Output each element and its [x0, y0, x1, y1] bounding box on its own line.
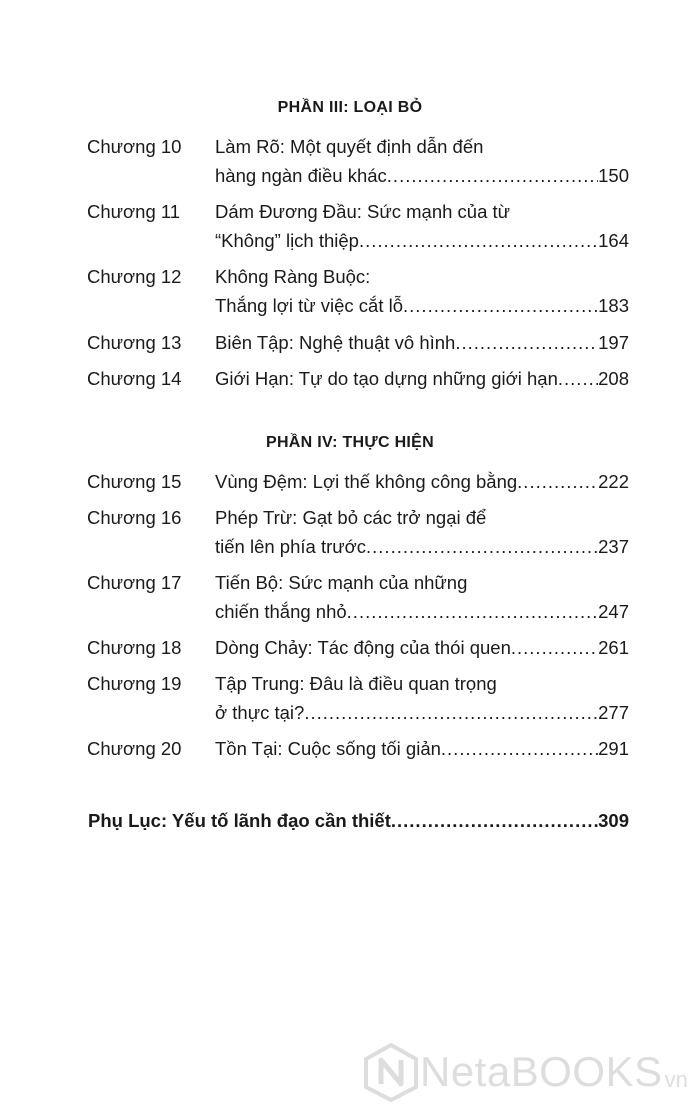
chapter-title-line1: Dám Đương Đầu: Sức mạnh của từ	[215, 201, 511, 222]
chapter-label: Chương 18	[87, 637, 182, 658]
page-number: 291	[598, 738, 629, 759]
dot-leader	[359, 230, 598, 252]
chapter-title-line	[215, 738, 629, 760]
chapter-label: Chương 10	[87, 136, 182, 157]
chapter-label: Chương 20	[87, 738, 182, 759]
chapter-title-line	[215, 368, 629, 390]
page-number: 183	[598, 295, 629, 316]
dot-leader	[391, 810, 598, 832]
page-number: 261	[598, 637, 629, 658]
chapter-title-text: hàng ngàn điều khác	[215, 165, 387, 186]
dot-leader	[304, 702, 598, 724]
dot-leader	[517, 471, 598, 493]
page-number: 309	[598, 810, 629, 831]
appendix-title: Phụ Lục: Yếu tố lãnh đạo cần thiết	[88, 810, 391, 831]
page-number: 150	[598, 165, 629, 186]
chapter-title-text: tiến lên phía trước	[215, 536, 367, 557]
chapter-label: Chương 11	[87, 201, 181, 222]
dot-leader	[347, 601, 598, 623]
chapter-title-line2	[215, 601, 629, 623]
page-number: 164	[598, 230, 629, 251]
chapter-title-text: Giới Hạn: Tự do tạo dựng những giới hạn	[215, 368, 558, 389]
watermark-brand: NetaBOOKS	[420, 1048, 663, 1095]
dot-leader	[441, 738, 598, 760]
dot-leader	[455, 332, 598, 354]
chapter-title-text: Tồn Tại: Cuộc sống tối giản	[215, 738, 441, 759]
page-number: 247	[598, 601, 629, 622]
page-number: 197	[598, 332, 629, 353]
chapter-title-text: “Không” lịch thiệp	[215, 230, 359, 251]
chapter-title-text: ở thực tại?	[215, 702, 305, 723]
chapter-title-line1: Tập Trung: Đâu là điều quan trọng	[215, 673, 497, 694]
chapter-title-line2	[215, 165, 629, 187]
chapter-title-text: Dòng Chảy: Tác động của thói quen	[215, 637, 511, 658]
page-number: 277	[598, 702, 629, 723]
chapter-title-text: chiến thắng nhỏ	[215, 601, 347, 622]
chapter-title-text: Biên Tập: Nghệ thuật vô hình	[215, 332, 456, 353]
chapter-title-line1: Phép Trừ: Gạt bỏ các trở ngại để	[215, 507, 487, 528]
dot-leader	[387, 165, 598, 187]
chapter-title-text: Vùng Đệm: Lợi thế không công bằng	[215, 471, 518, 492]
n-logo-icon	[362, 1042, 420, 1102]
chapter-title-line2	[215, 702, 629, 724]
chapter-label: Chương 16	[87, 507, 182, 528]
watermark	[362, 1042, 688, 1102]
chapter-title-line	[215, 637, 629, 659]
chapter-title-line	[215, 332, 629, 354]
chapter-title-line1: Không Ràng Buộc:	[215, 266, 371, 287]
chapter-label: Chương 13	[87, 332, 182, 353]
dot-leader	[511, 637, 598, 659]
chapter-title-line1: Tiến Bộ: Sức mạnh của những	[215, 572, 468, 593]
chapter-title-line2	[215, 295, 629, 317]
chapter-title-line	[215, 471, 629, 493]
part-title: PHẦN III: LOẠI BỎ	[277, 99, 423, 116]
page-number: 237	[598, 536, 629, 557]
dot-leader	[558, 368, 598, 390]
page-number: 222	[598, 471, 629, 492]
chapter-label: Chương 19	[87, 673, 182, 694]
part-title: PHẦN IV: THỰC HIỆN	[265, 434, 435, 451]
chapter-title-text: Thắng lợi từ việc cắt lỗ	[215, 295, 404, 316]
chapter-label: Chương 12	[87, 266, 182, 287]
page-number: 208	[598, 368, 629, 389]
chapter-title-line2	[215, 230, 629, 252]
chapter-title-line2	[215, 536, 629, 558]
dot-leader	[366, 536, 598, 558]
toc-entry-appendix	[88, 810, 629, 832]
chapter-label: Chương 14	[87, 368, 182, 389]
dot-leader	[403, 295, 598, 317]
chapter-label: Chương 15	[87, 471, 182, 492]
chapter-title-line1: Làm Rõ: Một quyết định dẫn đến	[215, 136, 484, 157]
chapter-label: Chương 17	[87, 572, 182, 593]
watermark-suffix: vn	[664, 1067, 688, 1092]
